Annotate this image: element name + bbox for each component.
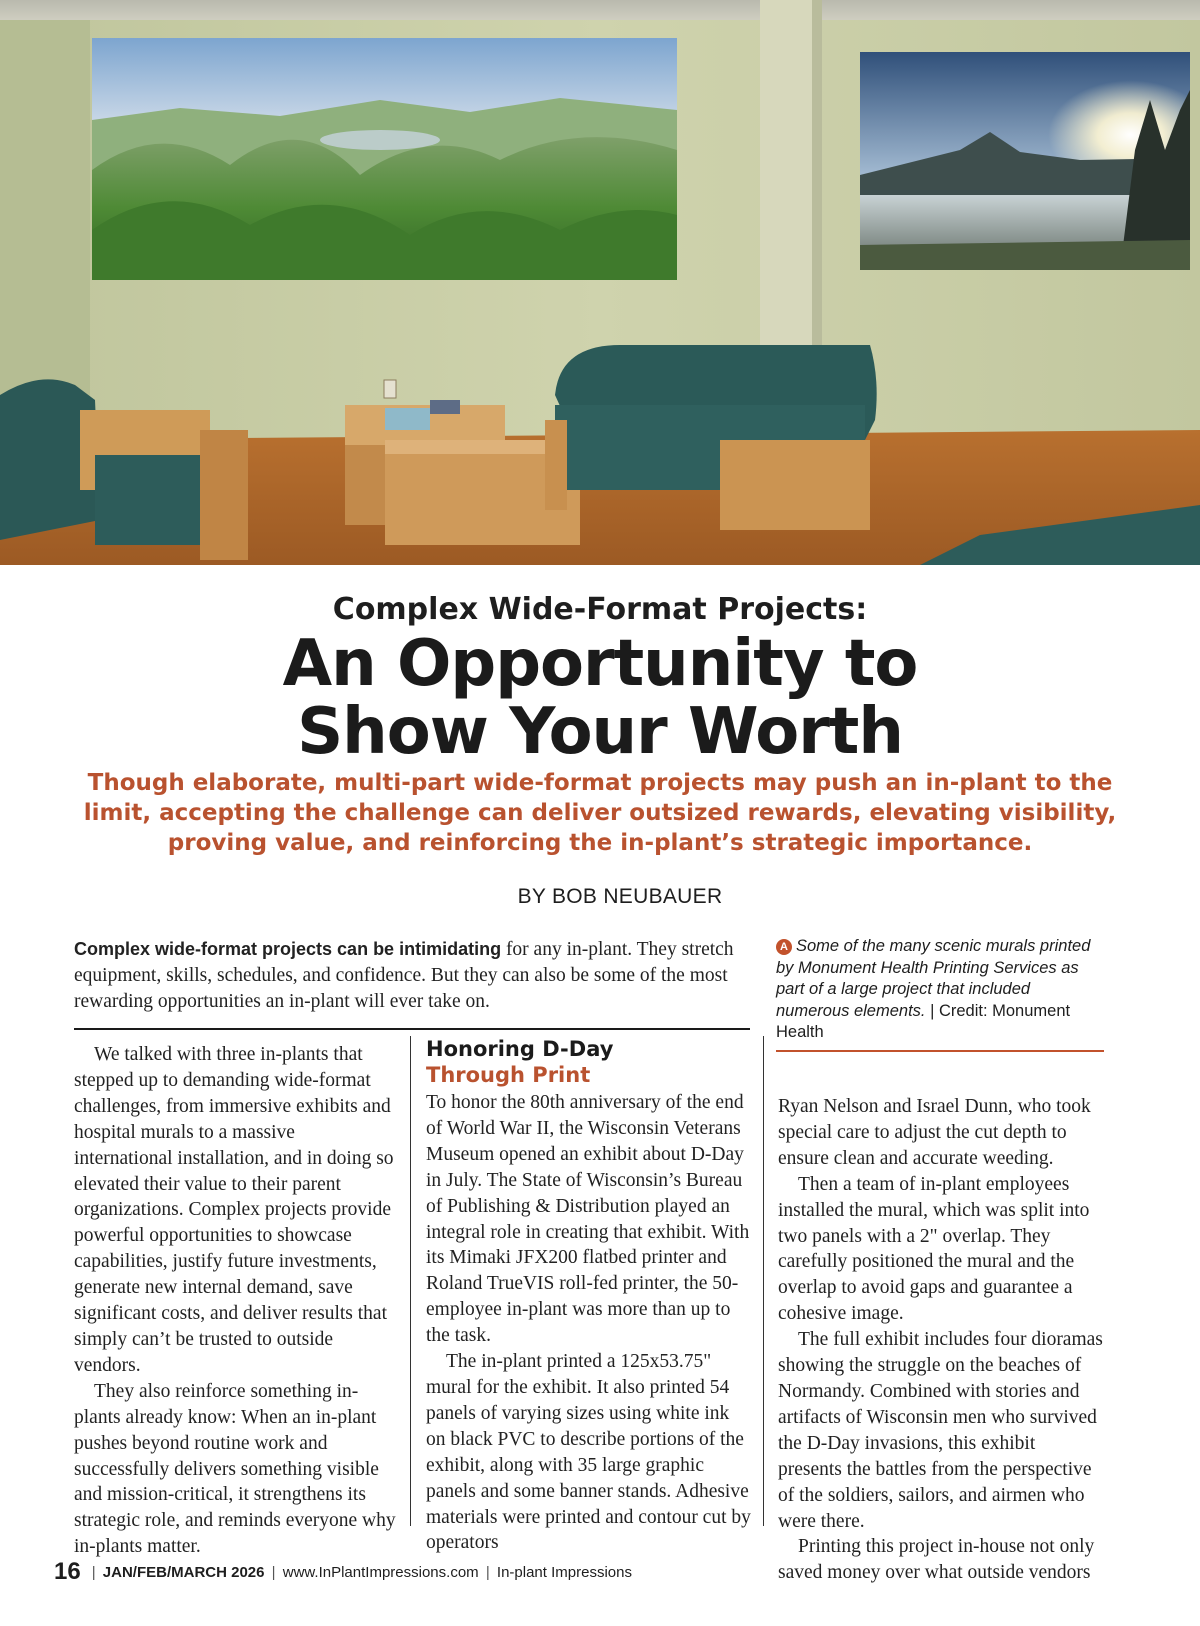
caption-divider <box>776 1050 1104 1052</box>
intro-text: for any in-plant. They stretch equipment, skills, schedules, and confidence. But they can also be some of the most rewarding opportunities an in-plant will ever take on. <box>74 939 734 1012</box>
publication-name: In-plant Impressions <box>496 1564 632 1581</box>
photo-caption <box>776 936 1106 1044</box>
paragraph: To honor the 80th anniversary of the end of World War II, the Wisconsin Veterans Museum opened an exhibit about D-Day in July. The State of Wisconsin’s Bureau of Publishing & Distribution played an integral role in creating that exhibit. With its Mimaki JFX200 flatbed printer and Roland TrueVIS roll-fed printer, the 50-employee in-plant was more than up to the task. <box>426 1092 750 1347</box>
paragraph: The full exhibit includes four dioramas showing the struggle on the beaches of Normandy. Combined with stories and artifacts of Wisconsin men who survived the D-Day invasions, this exhibit presents the battles from the perspective of the soldiers, sailors, and airmen who were there. <box>778 1329 1103 1532</box>
paragraph: Printing this project in-house not only saved money over what outside vendors <box>778 1536 1095 1584</box>
paragraph: Then a team of in-plant employees installed the mural, which was split into two panels with a 2" overlap. They carefully positioned the mural and the overlap to avoid gaps and guarantee a cohesive image. <box>778 1173 1090 1325</box>
paragraph: Ryan Nelson and Israel Dunn, who took special care to adjust the cut depth to ensure clean and accurate weeding. <box>778 1096 1091 1169</box>
column-divider <box>410 1036 411 1526</box>
caption-credit: | Credit: Monument Health <box>776 1001 1071 1041</box>
intro-divider <box>74 1028 750 1030</box>
section-heading-accent: Through Print <box>426 1063 591 1087</box>
paragraph: The in-plant printed a 125x53.75" mural for the exhibit. It also printed 54 panels of varying sizes using white ink on black PVC to describe portions of the exhibit, along with 35 large graphic panels and some banner stands. Adhesive materials were printed and contour cut by operators <box>426 1351 751 1554</box>
paragraph: They also reinforce something in-plants already know: When an in-plant pushes beyond routine work and successfully delivers something visible and mission-critical, it strengthens its strategic role, and reminds everyone why in-plants matter. <box>74 1380 396 1558</box>
paragraph: We talked with three in-plants that stepped up to demanding wide-format challenges, from immersive exhibits and hospital murals to a massive international installation, and in doing so elevated their value to their parent organizations. Complex projects provide powerful opportunities to showcase capabilities, justify future investments, generate new internal demand, save significant costs, and deliver results that simply can’t be trusted to outside vendors. <box>74 1044 394 1376</box>
article-kicker: Complex Wide-Format Projects: <box>332 592 868 627</box>
body-column-1 <box>74 1042 396 1560</box>
headline-line-1: An Opportunity to <box>282 627 918 701</box>
page-number: 16 <box>54 1558 81 1585</box>
column-divider <box>763 1036 764 1526</box>
caption-text: Some of the many scenic murals printed by Monument Health Printing Services as part of a large project that included numerous elements. <box>776 937 1091 1020</box>
article-headline <box>0 627 1200 769</box>
issue-date: JAN/FEB/MARCH 2026 <box>102 1564 265 1581</box>
section-heading: Honoring D-Day <box>426 1037 614 1061</box>
article-deck: Though elaborate, multi-part wide-format projects may push an in-plant to the limit, accepting the challenge can deliver outsized rewards, elevating visibility, proving value, and reinforcing the in-plant’s strategic importance. <box>83 770 1117 856</box>
headline-line-2: Show Your Worth <box>297 695 903 769</box>
caption-badge: A <box>776 939 792 955</box>
intro-lead: Complex wide-format projects can be intimidating <box>74 939 502 959</box>
body-column-2 <box>426 1036 751 1556</box>
body-column-3 <box>778 1094 1103 1586</box>
hero-photo <box>0 0 1200 565</box>
page-footer: 16 | JAN/FEB/MARCH 2026 | www.InPlantImpressions.com | In-plant Impressions <box>54 1558 632 1585</box>
website-link[interactable]: www.InPlantImpressions.com <box>282 1564 479 1581</box>
lounge-mural-photo <box>0 0 1200 565</box>
article-intro <box>74 936 750 1015</box>
article-byline: BY BOB NEUBAUER <box>517 885 723 908</box>
